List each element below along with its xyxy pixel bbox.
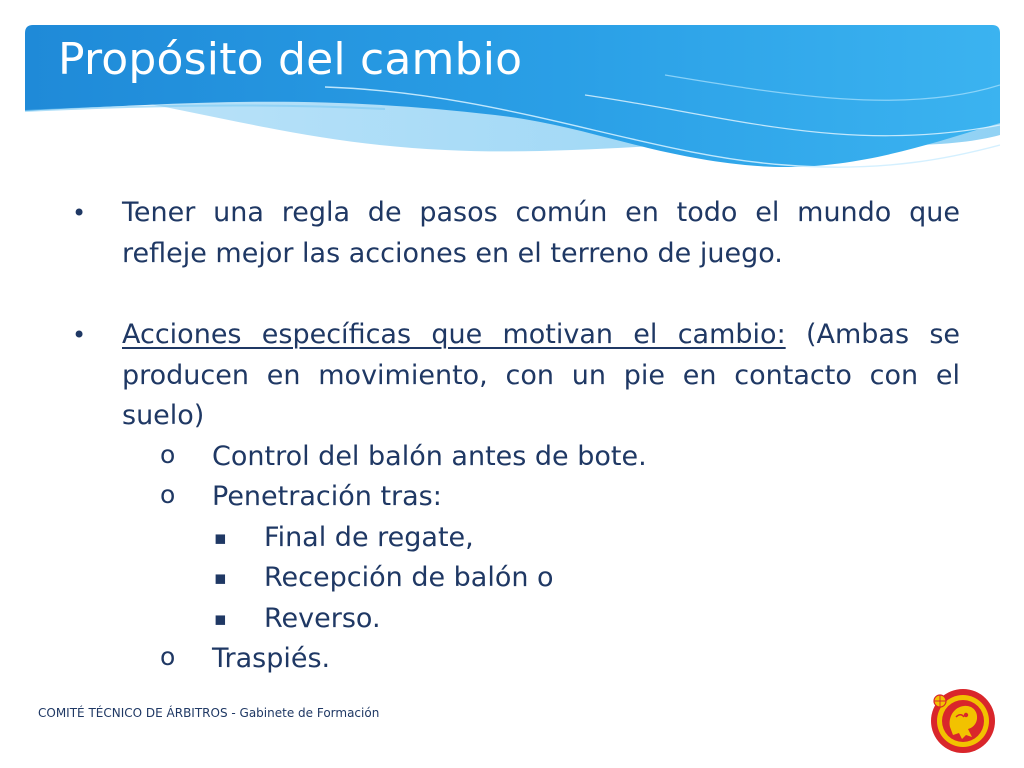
square-bullet-item [0, 518, 1024, 559]
sub-bullet-marker: o [160, 480, 176, 509]
slide-content [0, 193, 1024, 680]
bullet-marker: • [72, 199, 87, 227]
sub-bullet-item [0, 477, 1024, 518]
sub-bullet-text: Traspiés. [212, 643, 331, 674]
square-bullet-item [0, 558, 1024, 599]
footer-text: COMITÉ TÉCNICO DE ÁRBITROS - Gabinete de Formación [38, 706, 380, 720]
bullet-marker: • [72, 321, 87, 349]
sub-bullet-text: Control del balón antes de bote. [212, 440, 647, 472]
square-bullet-item [0, 599, 1024, 640]
page-title: Propósito del cambio [58, 34, 523, 85]
sub-bullet-item [0, 639, 1024, 680]
bullet-item [0, 315, 960, 437]
sub-bullet-text: Penetración tras: [212, 481, 442, 512]
bullet-item [0, 193, 960, 274]
square-bullet-text: Reverso. [264, 602, 381, 634]
square-bullet-marker: ▪ [214, 526, 227, 549]
square-bullet-marker: ▪ [214, 607, 227, 630]
spacer [0, 274, 1024, 315]
sub-bullet-marker: o [160, 642, 176, 671]
bullet-text: (Ambas se producen en movimiento, con un pie en contacto con el suelo) [122, 319, 960, 431]
sub-bullet-item [0, 437, 1024, 478]
bullet-text-underlined: Acciones específicas que motivan el cambio: [122, 319, 786, 350]
bullet-text: Tener una regla de pasos común en todo el mundo que refleje mejor las acciones en el terreno de juego. [122, 197, 960, 269]
square-bullet-text: Recepción de balón o [264, 562, 554, 593]
square-bullet-text: Final de regate, [264, 521, 474, 553]
square-bullet-marker: ▪ [214, 567, 227, 589]
federation-emblem-icon [928, 687, 998, 755]
sub-bullet-marker: o [160, 439, 176, 469]
